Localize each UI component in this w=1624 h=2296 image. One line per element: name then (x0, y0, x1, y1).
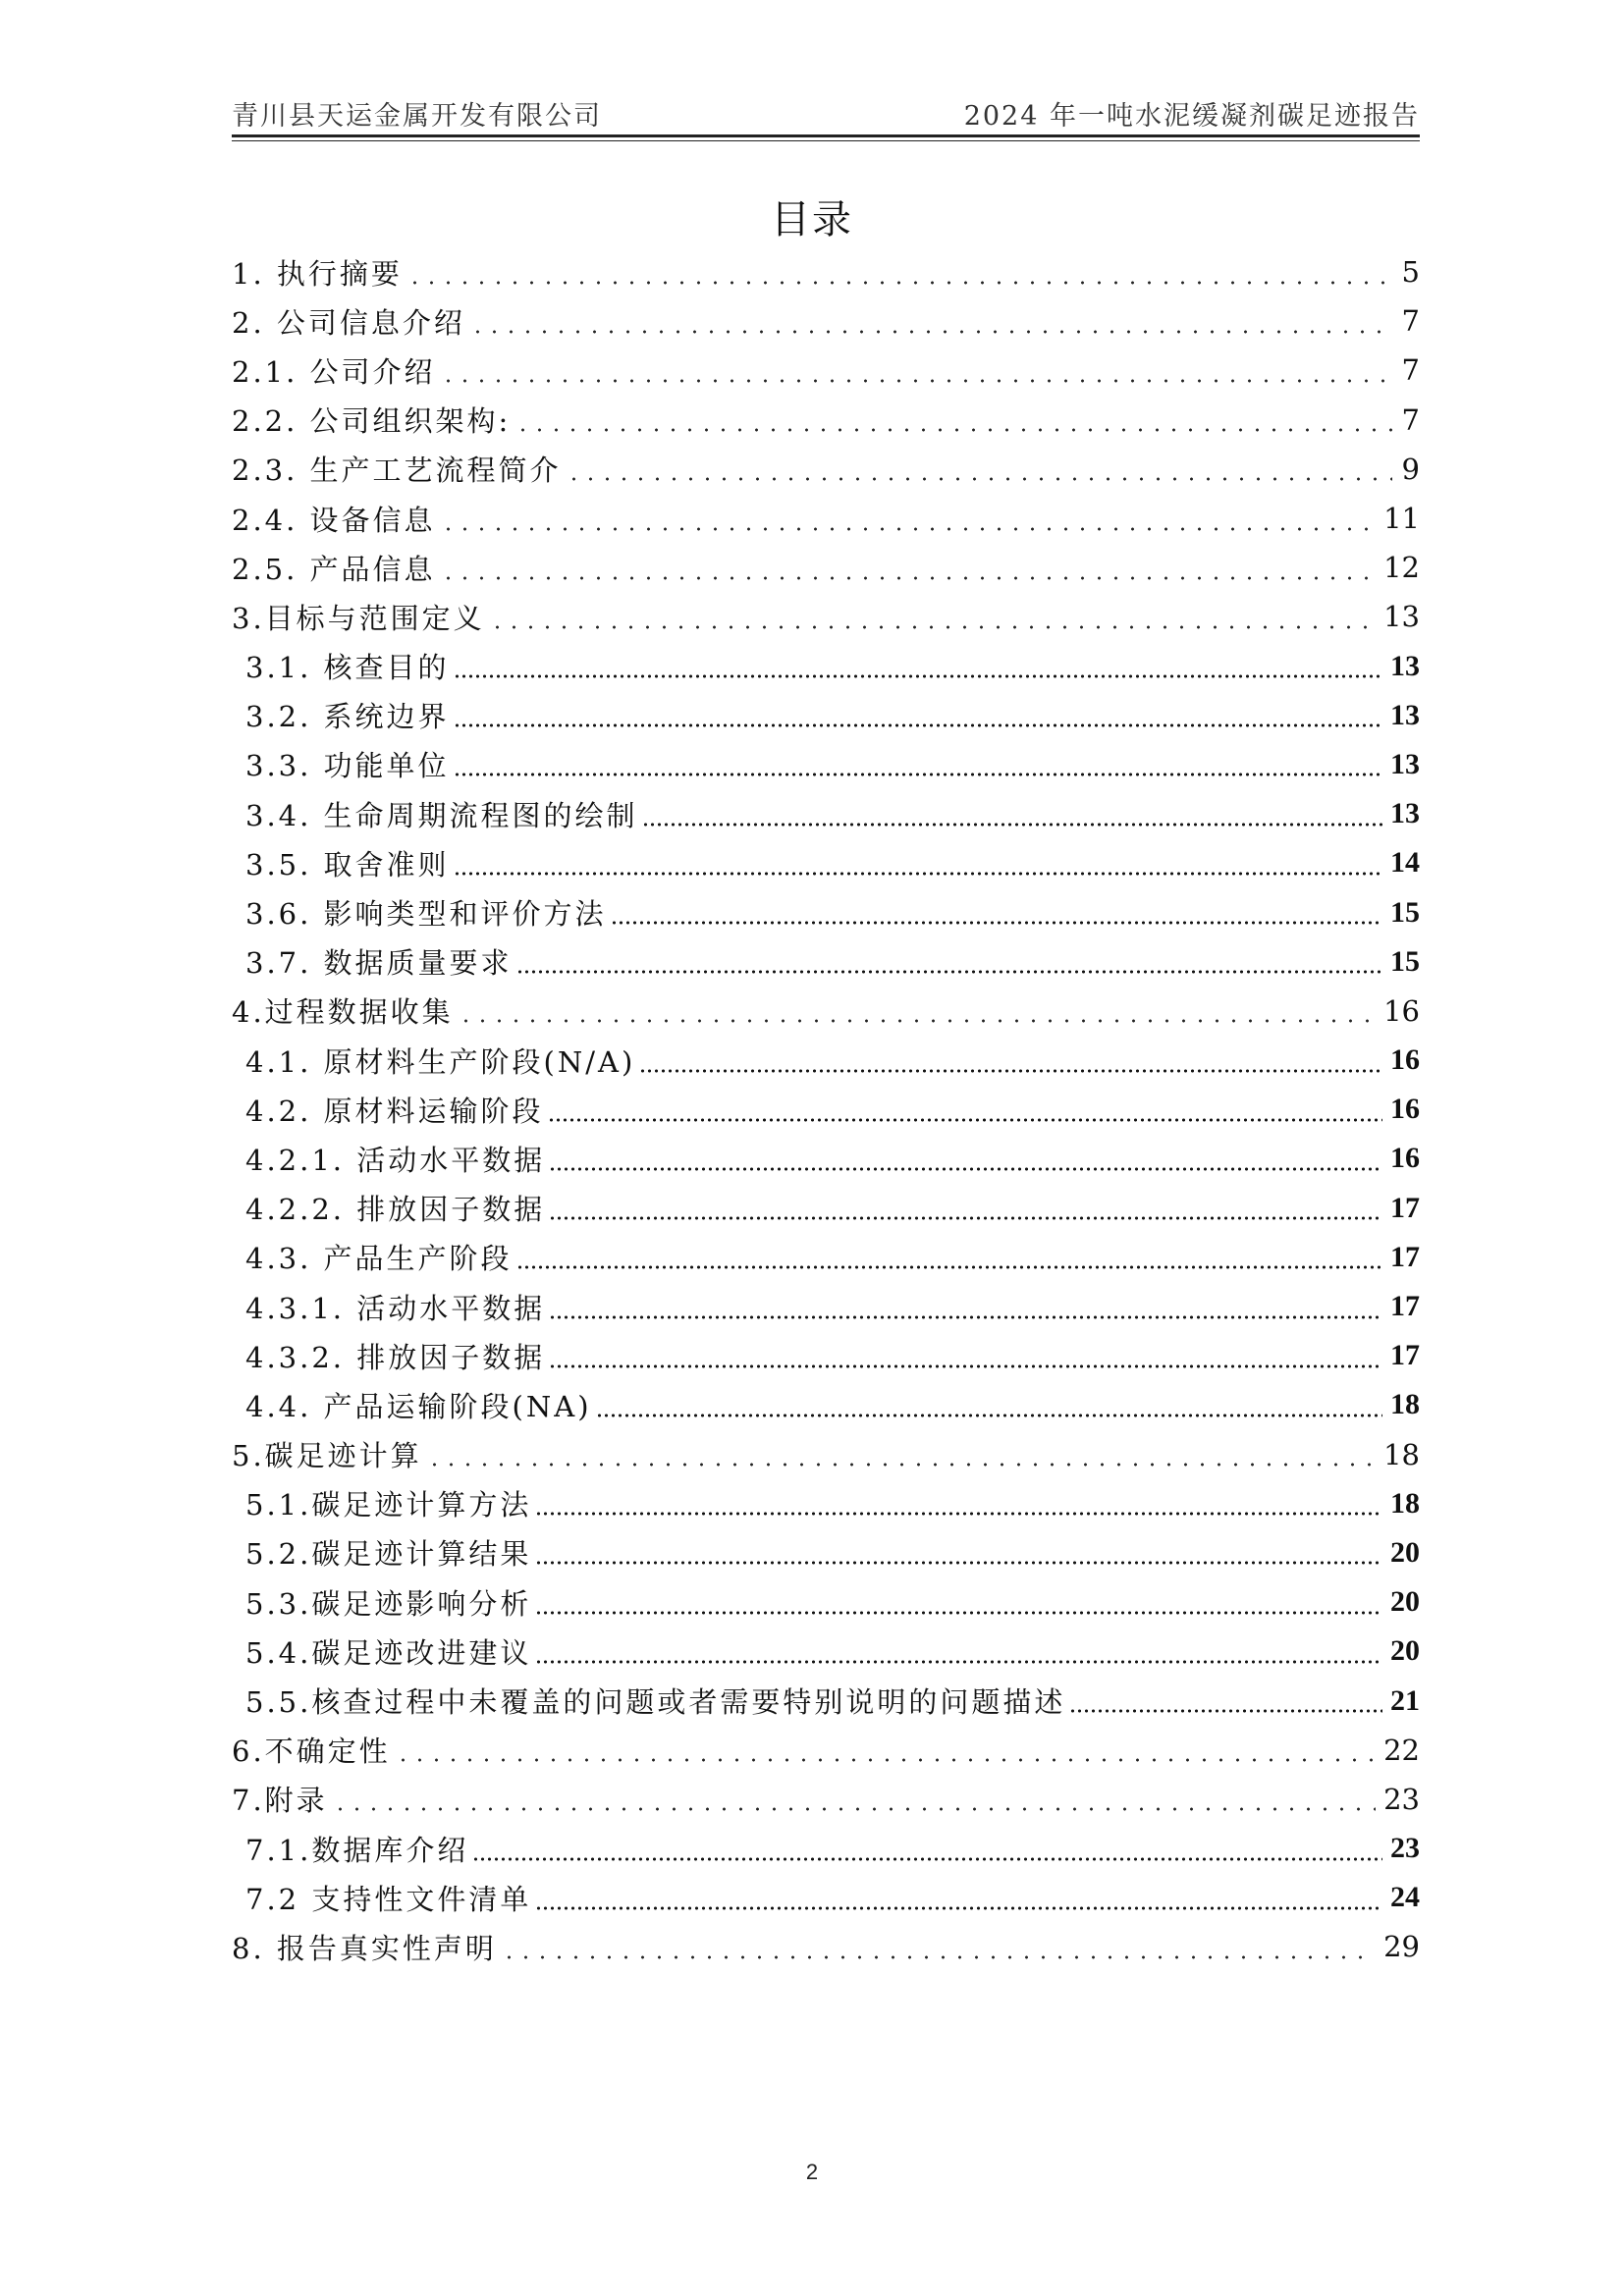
toc-entry-label: 4.1. 原材料生产阶段(N/A) (245, 1044, 636, 1079)
toc-entry-label: 3.3. 功能单位 (245, 749, 450, 783)
toc-entry-label: 3.5. 取舍准则 (245, 847, 450, 881)
toc-entry[interactable] (232, 1036, 1420, 1085)
toc-entry-label: 2.4. 设备信息 (232, 503, 436, 537)
toc-entry-page: 23 (1383, 1782, 1420, 1816)
toc-dot-leader (516, 1243, 1382, 1271)
toc-entry[interactable] (232, 247, 1420, 296)
toc-entry[interactable] (232, 1134, 1420, 1183)
toc-entry[interactable] (232, 346, 1420, 395)
toc-entry[interactable] (232, 396, 1420, 445)
toc-entry[interactable] (232, 1528, 1420, 1577)
toc-entry[interactable] (232, 1479, 1420, 1528)
toc-entry-label: 3.2. 系统边界 (245, 700, 450, 734)
toc-entry-page: 16 (1390, 1142, 1420, 1175)
toc-entry-label: 8. 报告真实性声明 (232, 1931, 497, 1965)
toc-entry-page: 13 (1390, 698, 1420, 731)
page-number: 2 (805, 2160, 819, 2184)
toc-entry[interactable] (232, 691, 1420, 740)
toc-dot-leader (454, 849, 1382, 878)
toc-entry-page: 15 (1390, 895, 1420, 929)
toc-entry-label: 3.4. 生命周期流程图的绘制 (245, 798, 638, 832)
toc-entry-label: 3.6. 影响类型和评价方法 (245, 897, 607, 932)
toc-entry-label: 5.1.碳足迹计算方法 (245, 1488, 532, 1522)
toc-entry-page: 5 (1401, 255, 1420, 290)
toc-entry-page: 7 (1401, 304, 1420, 339)
toc-entry[interactable] (232, 1922, 1420, 1971)
toc-entry[interactable] (232, 494, 1420, 543)
toc-entry[interactable] (232, 1726, 1420, 1775)
header-rule-thin (232, 140, 1420, 141)
toc-entry-label: 4.2.2. 排放因子数据 (245, 1193, 546, 1227)
toc-entry-label: 7.附录 (232, 1784, 328, 1818)
header-rule-thick (232, 134, 1420, 137)
toc-entry-page: 23 (1390, 1832, 1420, 1865)
toc-entry-label: 3.1. 核查目的 (245, 651, 450, 685)
toc-entry-label: 5.4.碳足迹改进建议 (245, 1635, 532, 1670)
toc-entry-page: 12 (1383, 551, 1420, 585)
toc-entry-page: 13 (1383, 600, 1420, 634)
toc-dot-leader (440, 356, 1392, 385)
toc-dot-leader (514, 405, 1392, 434)
toc-dot-leader (639, 1046, 1382, 1075)
toc-entry-label: 2.3. 生产工艺流程简介 (232, 454, 562, 488)
toc-entry-page: 18 (1390, 1388, 1420, 1421)
toc-entry-page: 15 (1390, 944, 1420, 978)
toc-dot-leader (458, 996, 1376, 1025)
toc-entry[interactable] (232, 1184, 1420, 1233)
header-company-name: 青川县天运金属开发有限公司 (232, 101, 602, 132)
toc-entry-label: 1. 执行摘要 (232, 256, 403, 291)
toc-entry-page: 18 (1390, 1486, 1420, 1520)
toc-entry[interactable] (232, 445, 1420, 494)
toc-entry[interactable] (232, 1873, 1420, 1922)
toc-entry[interactable] (232, 1233, 1420, 1282)
toc-entry-page: 16 (1390, 1043, 1420, 1077)
toc-dot-leader (332, 1785, 1376, 1813)
toc-entry-label: 2.1. 公司介绍 (232, 354, 436, 389)
toc-entry-page: 7 (1401, 402, 1420, 437)
toc-dot-leader (440, 554, 1377, 582)
toc-entry[interactable] (232, 1676, 1420, 1725)
toc-dot-leader (454, 652, 1382, 680)
toc-entry-page: 13 (1390, 649, 1420, 682)
toc-dot-leader (549, 1342, 1382, 1370)
toc-dot-leader (454, 750, 1382, 778)
toc-title: 目录 (771, 197, 853, 242)
toc-entry-page: 16 (1390, 1093, 1420, 1126)
toc-entry-label: 4.2.1. 活动水平数据 (245, 1143, 546, 1177)
toc-entry[interactable] (232, 1282, 1420, 1331)
page-header (232, 90, 1420, 133)
toc-entry[interactable] (232, 1577, 1420, 1627)
toc-entry-page: 18 (1383, 1437, 1420, 1471)
toc-dot-leader (535, 1588, 1382, 1617)
toc-dot-leader (549, 1194, 1382, 1222)
toc-entry-label: 5.2.碳足迹计算结果 (245, 1537, 532, 1572)
toc-entry[interactable] (232, 1430, 1420, 1479)
toc-entry-page: 17 (1390, 1339, 1420, 1372)
toc-entry[interactable] (232, 1331, 1420, 1380)
toc-entry[interactable] (232, 543, 1420, 592)
toc-dot-leader (642, 800, 1382, 828)
toc-dot-leader (566, 454, 1392, 483)
toc-dot-leader (535, 1884, 1382, 1912)
toc-entry-label: 4.3.2. 排放因子数据 (245, 1340, 546, 1374)
toc-entry-page: 9 (1401, 452, 1420, 486)
toc-dot-leader (549, 1145, 1382, 1173)
toc-entry[interactable] (232, 1824, 1420, 1873)
toc-entry[interactable] (232, 1380, 1420, 1429)
toc-entry-page: 29 (1383, 1930, 1420, 1964)
toc-entry-label: 7.1.数据库介绍 (245, 1833, 469, 1867)
toc-entry-page: 17 (1390, 1240, 1420, 1273)
toc-entry[interactable] (232, 838, 1420, 887)
toc-entry-label: 4.过程数据收集 (232, 995, 454, 1030)
toc-entry-label: 7.2 支持性文件清单 (245, 1882, 532, 1916)
toc-entry[interactable] (232, 642, 1420, 691)
toc-entry-page: 20 (1390, 1634, 1420, 1668)
toc-dot-leader (406, 258, 1392, 287)
toc-entry-label: 2. 公司信息介绍 (232, 305, 465, 340)
toc-entry-page: 7 (1401, 353, 1420, 388)
toc-entry[interactable] (232, 1775, 1420, 1824)
toc-entry[interactable] (232, 1085, 1420, 1134)
toc-dot-leader (535, 1637, 1382, 1666)
toc-entry-page: 17 (1390, 1290, 1420, 1323)
toc-entry-page: 24 (1390, 1881, 1420, 1914)
toc-dot-leader (472, 1835, 1382, 1863)
toc-dot-leader (516, 947, 1382, 976)
toc-dot-leader (395, 1735, 1376, 1764)
toc-dot-leader (611, 898, 1382, 927)
toc-dot-leader (440, 505, 1377, 533)
toc-entry[interactable] (232, 937, 1420, 987)
table-of-contents (232, 247, 1420, 1972)
toc-entry-label: 5.3.碳足迹影响分析 (245, 1586, 532, 1621)
toc-entry-label: 3.目标与范围定义 (232, 601, 485, 635)
toc-entry-label: 4.3.1. 活动水平数据 (245, 1291, 546, 1325)
toc-entry-label: 2.5. 产品信息 (232, 552, 436, 586)
toc-dot-leader (454, 701, 1382, 729)
toc-entry-page: 21 (1390, 1683, 1420, 1717)
toc-entry-label: 4.4. 产品运输阶段(NA) (245, 1389, 592, 1423)
toc-entry-page: 13 (1390, 747, 1420, 780)
toc-entry[interactable] (232, 740, 1420, 789)
toc-entry-label: 2.2. 公司组织架构: (232, 404, 512, 439)
toc-entry-page: 13 (1390, 797, 1420, 830)
toc-dot-leader (596, 1391, 1382, 1419)
toc-entry-page: 14 (1390, 846, 1420, 880)
toc-entry-page: 20 (1390, 1535, 1420, 1569)
toc-dot-leader (489, 603, 1376, 631)
toc-dot-leader (469, 307, 1392, 336)
toc-entry-label: 5.5.核查过程中未覆盖的问题或者需要特别说明的问题描述 (245, 1685, 1066, 1720)
toc-entry[interactable] (232, 887, 1420, 936)
toc-dot-leader (548, 1095, 1382, 1124)
toc-dot-leader (501, 1933, 1376, 1961)
toc-entry[interactable] (232, 789, 1420, 838)
toc-entry-page: 17 (1390, 1191, 1420, 1224)
toc-entry-page: 11 (1383, 502, 1420, 536)
toc-dot-leader (426, 1440, 1376, 1468)
toc-entry[interactable] (232, 987, 1420, 1036)
toc-entry-label: 3.7. 数据质量要求 (245, 946, 513, 981)
toc-entry-label: 6.不确定性 (232, 1735, 391, 1769)
toc-entry-label: 5.碳足迹计算 (232, 1439, 422, 1473)
toc-entry[interactable] (232, 592, 1420, 641)
toc-dot-leader (549, 1293, 1382, 1321)
toc-entry-label: 4.3. 产品生产阶段 (245, 1242, 513, 1276)
toc-dot-leader (535, 1538, 1382, 1567)
header-report-title: 2024 年一吨水泥缓凝剂碳足迹报告 (963, 101, 1420, 132)
toc-dot-leader (1069, 1686, 1382, 1715)
toc-dot-leader (535, 1489, 1382, 1518)
toc-entry[interactable] (232, 1627, 1420, 1676)
toc-entry[interactable] (232, 296, 1420, 346)
toc-entry-page: 16 (1383, 993, 1420, 1028)
toc-entry-page: 22 (1383, 1733, 1420, 1767)
toc-entry-label: 4.2. 原材料运输阶段 (245, 1094, 544, 1128)
toc-entry-page: 20 (1390, 1585, 1420, 1619)
